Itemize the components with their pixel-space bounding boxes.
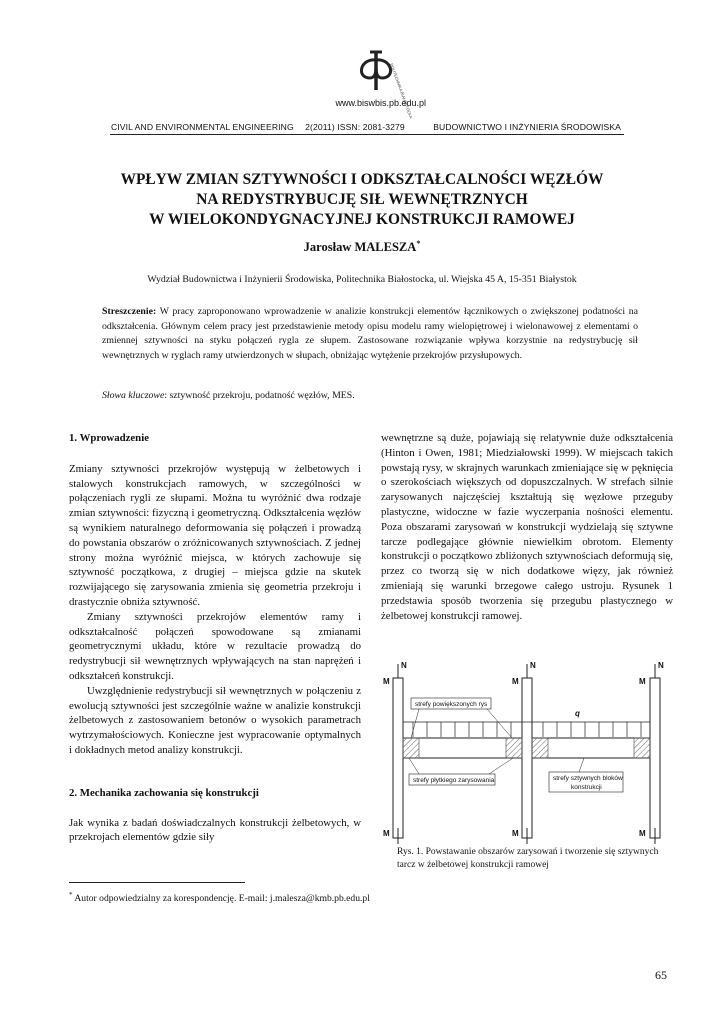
section-2-heading: 2. Mechanika zachowania się konstrukcji <box>69 786 259 799</box>
label-m-bottom-middle: M <box>512 829 519 838</box>
abstract-text: W pracy zaproponowano wprowadzenie w analizie konstrukcji elementów łącznikowych o zwiększonej podatności na odkształcenia. Głównym celem pracy jest przedstawienie metody opisu modelu ramy wielopiętrowej i wielonawowej z elementami o zmiennej sztywności na styku połączeń rygla ze słupem. Zastosowane rozwiązanie wpływa korzystnie na redystrybucję sił wewnętrznych w ryglach ramy utwierdzonych w słupach, obniżając wytężenie przekrojów przysłupowych. <box>102 306 638 361</box>
title-line-2: NA REDYSTRYBUCJĘ SIŁ WEWNĘTRZNYCH <box>196 191 528 208</box>
journal-name-en: CIVIL AND ENVIRONMENTAL ENGINEERING <box>111 122 294 132</box>
keywords-label: Słowa kluczowe <box>102 390 165 401</box>
axial-force-arrows <box>398 664 655 844</box>
label-rigid-blocks: strefy sztywnych bloków <box>553 775 623 782</box>
frame-figure <box>379 658 679 848</box>
figure-caption: Rys. 1. Powstawanie obszarów zarysowań i tworzenie się sztywnych tarcz w żelbetowej konstrukcji ramowej <box>397 847 659 870</box>
frame-beams <box>403 738 650 758</box>
author-name: Jarosław MALESZA <box>303 240 417 255</box>
journal-header <box>111 122 621 132</box>
abstract <box>102 305 638 363</box>
label-m-left: M <box>383 677 390 686</box>
leader-lines <box>409 709 584 774</box>
page-number: 65 <box>655 968 667 982</box>
section-2-paragraph-1: Jak wynika z badań doświadczalnych konstrukcji żelbetowych, w przekrojach elementów gdzie siły <box>69 816 361 844</box>
keywords-text: : sztywność przekroju, podatność węzłów, MES. <box>164 390 355 401</box>
column-right <box>381 431 673 623</box>
keywords <box>102 390 638 401</box>
label-shallow-cracks: strefy płytkiego zarysowania <box>413 777 495 784</box>
distributed-load-q <box>403 722 650 737</box>
column-right-text: wewnętrzne są duże, pojawiają się relatywnie duże odkształcenia (Hinton i Owen, 1981; Miedziałowski 1999). W miejscach takich powstają rysy, w skrajnych warunkach zmieniające się w pęknięcia o szerokościach większych od dopuszczalnych. W strefach silnie zarysowanych najczęściej kształtują się węzłowe przeguby plastyczne, widoczne w fazie wyczerpania nośności elementu. Poza obszarami zarysowań w konstrukcji wydzielają się sztywne tarcze podlegające głównie niewielkim obrotom. Elementy konstrukcji o początkowo zbliżonych sztywnościach deformują się, przez co tworzą się w nich dodatkowe więzy, jak również zmieniają się warunki brzegowe całego ustroju. Rysunek 1 przedstawia sposób tworzenia się przegubu plastycznego w żelbetowej konstrukcji ramowej. <box>381 432 673 622</box>
title-line-1: WPŁYW ZMIAN SZTYWNOŚCI I ODKSZTAŁCALNOŚCI WĘZŁÓW <box>120 171 604 188</box>
affiliation: Wydział Budownictwa i Inżynierii Środowiska, Politechnika Białostocka, ul. Wiejska 45 A, 15-351 Białystok <box>147 274 577 285</box>
section-1-heading: 1. Wprowadzenie <box>69 432 149 444</box>
footnote <box>69 891 370 904</box>
footnote-mark: * <box>69 891 73 899</box>
label-m-middle: M <box>512 677 519 686</box>
logo-ring-text: POLITECHNIKA BIAŁOSTOCKA <box>389 62 414 120</box>
footnote-rule <box>69 882 245 883</box>
author-mark: * <box>416 239 421 248</box>
journal-name-pl: BUDOWNICTWO I INŻYNIERIA ŚRODOWISKA <box>433 122 621 132</box>
journal-url[interactable]: www.biswbis.pb.edu.pl <box>335 98 426 108</box>
paper-title <box>60 170 664 230</box>
label-large-cracks: strefy powiększonych rys <box>415 701 488 708</box>
header-rule <box>110 134 624 135</box>
crack-zones <box>403 738 650 758</box>
section-1-paragraph-3: Uwzględnienie redystrybucji sił wewnętrznych w połączeniu z ewolucją sztywności jest szczególnie ważne w analizie konstrukcji żelbetowych z zastosowaniem betonów o wysokich parametrach wytrzymałościowych. Konieczne jest wypracowanie optymalnych i dokładnych metod analizy konstrukcji. <box>69 684 361 756</box>
abstract-label: Streszczenie: <box>102 306 157 317</box>
journal-issue: 2(2011) ISSN: 2081-3279 <box>305 122 405 132</box>
column-left <box>69 431 361 845</box>
label-m-right: M <box>639 677 646 686</box>
label-q: q <box>575 709 580 718</box>
label-rigid-blocks-2: konstrukcji <box>571 784 602 791</box>
footnote-text: Autor odpowiedzialny za korespondencję. E-mail: j.malesza@kmb.pb.edu.pl <box>72 893 370 905</box>
label-n-right: N <box>658 661 664 670</box>
section-1-paragraph-1: Zmiany sztywności przekrojów występują w żelbetowych i stalowych konstrukcjach ramowych, w szczególności w połączeniach rygli ze słupami. Można tu wyróżnić dwa rodzaje zmian sztywności: fizyczną i geometryczną. Odkształcenia węzłów są wynikiem naturalnego deformowania się połączeń i prowadzą do powstania obszarów o zróżnicowanych sztywnościach. Z jednej strony można wyróżnić miejsca, w których zachowuje się sztywność początkowa, z drugiej – miejsca gdzie na skutek rozwijającego się zarysowania zmienia się geometria przekroju i drastycznie obniża sztywność. <box>69 462 361 608</box>
label-m-bottom-left: M <box>383 829 390 838</box>
title-line-3: W WIELOKONDYGNACYJNEJ KONSTRUKCJI RAMOWEJ <box>149 211 575 228</box>
author <box>60 239 664 255</box>
label-n-left: N <box>401 661 407 670</box>
label-n-middle: N <box>530 661 536 670</box>
section-1-paragraph-2: Zmiany sztywności przekrojów elementów ramy i odkształcalność połączeń spowodowane są zmianami geometrycznymi układu, które w rezultacie prowadzą do redystrybucji sił wewnętrznych wpływających na stan naprężeń i odkształceń konstrukcji. <box>69 610 361 682</box>
label-m-bottom-right: M <box>639 829 646 838</box>
